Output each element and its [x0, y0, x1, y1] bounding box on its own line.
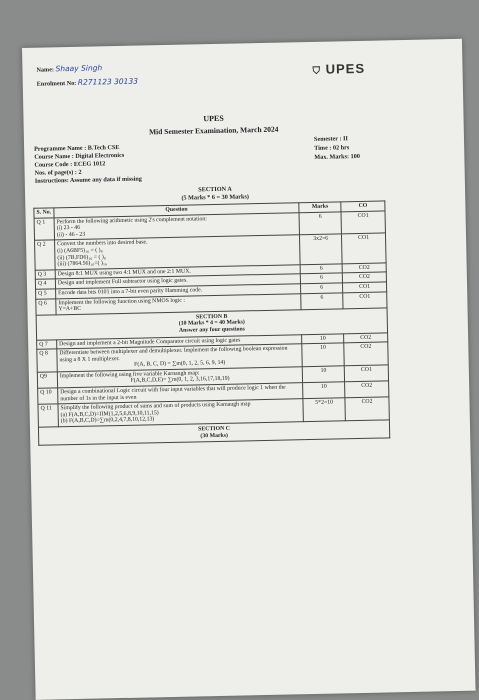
question-subpart: (iii) (7864.56)₁₀=( )₁₆	[57, 260, 108, 268]
question-marks: 6	[300, 264, 342, 274]
question-body: Simplify the following product of sums and sum of products using Karnaugh map	[60, 401, 251, 412]
question-number: Q 8	[37, 349, 57, 372]
max-marks: Max. Marks: 100	[314, 152, 360, 161]
instructions: Instructions: Assume any data if missing	[34, 175, 142, 185]
question-number: Q9	[37, 372, 57, 389]
question-co: CO1	[342, 233, 387, 263]
question-marks: 3x2=6	[300, 234, 342, 264]
logo-shield-icon: ⛉	[312, 65, 322, 77]
question-subpart: (b) F(A,B,C,D)=∑m(0,2,4,7,8,10,12,13)	[60, 416, 155, 425]
section-a-subtitle: (5 Marks * 6 = 30 Marks)	[181, 193, 249, 202]
question-body: Implement the following using five variable Karnaugh map:	[59, 370, 200, 380]
question-body: Encode data bits 0101 into a 7-bit even parity Hamming code.	[58, 287, 203, 297]
header-co: CO	[341, 201, 385, 212]
section-b-title: SECTION B	[195, 313, 228, 321]
question-subpart: (ii) (7B.FD6)₁₆ = ( )₈	[57, 253, 106, 261]
question-marks: 6	[301, 292, 343, 309]
question-marks: 10	[302, 333, 344, 343]
question-co: CO1	[343, 291, 387, 308]
question-marks: 6	[299, 211, 341, 235]
section-b-note: Answer any four questions	[178, 326, 245, 334]
section-c-subtitle: (30 Marks)	[200, 432, 228, 439]
question-subpart: F(A,B,C,D,E)= ∑m(0, 1, 2, 3,16,17,18,19)	[130, 376, 230, 385]
programme-name: Programme Name : B.Tech CSE	[34, 143, 120, 153]
question-number: Q 2	[35, 240, 56, 270]
header-sno: S. No.	[34, 208, 54, 218]
org-title: UPES	[203, 113, 224, 124]
name-field	[36, 64, 102, 73]
question-co: CO2	[345, 397, 389, 421]
question-body: Design and implement a 2-bit Magnitude Comparator circuit using logic gates	[59, 336, 241, 347]
question-body: Design a combinational Logic circuit with four input variables that will produce logic 1 when the number of 1s in the input is even	[60, 384, 286, 402]
question-number: Q 10	[38, 388, 58, 405]
question-body: Implement the following function using NMOS logic :	[58, 297, 186, 306]
question-body: Design 8:1 MUX using two 4:1 MUX and one 2:1 MUX.	[57, 268, 191, 278]
question-table	[33, 200, 390, 446]
exam-time: Time : 02 hrs	[314, 144, 350, 152]
question-body: Perform the following arithmetic using 2's complement notation:	[56, 215, 207, 225]
question-co: CO2	[344, 342, 388, 366]
question-number: Q 5	[36, 289, 56, 299]
course-code: Course Code : ECEG 1012	[34, 160, 106, 169]
semester: Semester : II	[313, 135, 348, 143]
header-marks: Marks	[299, 202, 341, 212]
question-co: CO2	[344, 332, 388, 343]
question-marks: 10	[302, 343, 344, 367]
course-name: Course Name : Digital Electronics	[34, 151, 125, 161]
question-co: CO2	[342, 263, 386, 274]
question-subpart: (i) 23 - 46	[56, 225, 81, 232]
question-subpart: Y=A+BC	[58, 305, 82, 313]
section-a-rows	[34, 211, 387, 315]
question-co: CO1	[344, 365, 388, 382]
logo-text: UPES	[325, 60, 366, 77]
section-b-rows	[37, 332, 390, 427]
question-number: Q 6	[36, 298, 56, 315]
question-subpart: (i) (A6BF5)₁₆ = ( )₈	[57, 247, 103, 255]
enrolment-field	[37, 78, 138, 88]
name-handwritten: Shaay Singh	[55, 63, 103, 74]
question-co: CO2	[342, 272, 386, 283]
enrolment-handwritten: R271123 30133	[77, 76, 139, 87]
question-co: CO2	[345, 381, 389, 398]
question-subpart: (ii) - 46 - 23	[56, 231, 86, 239]
question-body: Design and implement Full subtractor using logic gates.	[57, 277, 188, 287]
section-a-title: SECTION A	[198, 185, 232, 194]
question-number: Q 3	[35, 270, 55, 280]
question-number: Q 7	[37, 339, 57, 349]
enrolment-label: Enrolment No:	[36, 79, 77, 88]
question-number: Q 11	[38, 404, 58, 427]
section-b-subtitle: (10 Marks * 4 = 40 Marks)	[178, 319, 245, 328]
question-marks: 6	[301, 283, 343, 293]
question-subpart: (a) F(A,B,C,D)=ΠM(1,2,5,6,8,9,10,11,15)	[60, 410, 159, 419]
question-body: Convert the numbers into desired base.	[57, 239, 148, 248]
question-marks: 10	[302, 366, 344, 383]
question-number: Q 1	[34, 217, 54, 240]
question-co: CO1	[343, 282, 387, 293]
question-marks: 10	[303, 382, 345, 399]
question-co: CO1	[341, 211, 385, 235]
section-c-title: SECTION C	[198, 425, 230, 433]
name-label: Name:	[36, 66, 55, 74]
page-count: Nos. of page(s) : 2	[34, 168, 82, 177]
exam-title: Mid Semester Examination, March 2024	[148, 124, 279, 137]
question-subpart: F(A, B, C, D) = ∑m(0, 1, 2, 5, 6, 9, 14)	[134, 360, 226, 369]
upes-logo	[312, 61, 365, 77]
question-marks: 5*2=10	[303, 398, 345, 422]
question-number: Q 4	[35, 279, 55, 289]
header-question: Question	[54, 203, 299, 218]
exam-paper	[22, 39, 476, 700]
question-body: Differentiate between multiplexer and demultiplexer. Implement the following boolean expression using a 8 X 1 multiplexer.	[59, 345, 288, 363]
question-marks: 6	[300, 273, 342, 283]
